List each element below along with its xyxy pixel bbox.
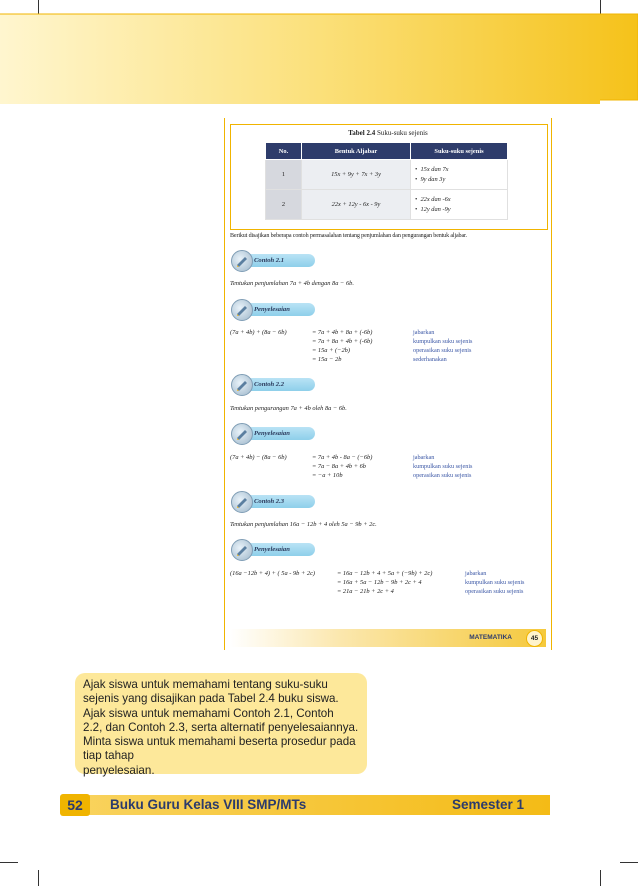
col-header-no: No. bbox=[266, 143, 302, 160]
solution-step: = 16a + 5a − 12b − 9b + 2c + 4 bbox=[337, 579, 422, 586]
step-note: kumpulkan suku sejenis bbox=[465, 579, 525, 586]
semester-label: Semester 1 bbox=[452, 797, 525, 812]
example-problem: Tentukan penjumlahan 7a + 4b dengan 8a − 6b. bbox=[230, 280, 354, 287]
crop-mark bbox=[600, 870, 601, 886]
cell-no: 1 bbox=[266, 160, 302, 190]
pencil-icon bbox=[231, 423, 253, 445]
step-note: sederhanakan bbox=[413, 356, 447, 363]
step-note: operasikan suku sejenis bbox=[465, 588, 524, 595]
book-title: Buku Guru Kelas VIII SMP/MTs bbox=[110, 797, 307, 812]
inner-page-footer bbox=[230, 629, 546, 647]
crop-mark bbox=[38, 870, 39, 886]
pencil-icon bbox=[231, 539, 253, 561]
like-terms-table bbox=[265, 142, 508, 220]
table-row bbox=[266, 160, 508, 190]
pencil-icon bbox=[231, 491, 253, 513]
page-number: 52 bbox=[60, 794, 90, 816]
table-title: Tabel 2.4 Suku-suku sejenis bbox=[348, 129, 428, 137]
solution-step: = 7a − 8a + 4b + 6b bbox=[312, 463, 366, 470]
col-header-expression: Bentuk Aljabar bbox=[302, 143, 411, 160]
solution-lhs: (7a + 4b) − (8a − 6b) bbox=[230, 454, 287, 461]
pencil-icon bbox=[231, 250, 253, 272]
pencil-icon bbox=[231, 374, 253, 396]
col-header-like-terms: Suku-suku sejenis bbox=[411, 143, 508, 160]
step-note: operasikan suku sejenis bbox=[413, 347, 472, 354]
solution-label: Penyelesaian bbox=[231, 422, 315, 444]
cell-like-terms: • 22x dan -6x • 12y dan -9y bbox=[411, 190, 508, 220]
step-note: kumpulkan suku sejenis bbox=[413, 338, 473, 345]
pencil-icon bbox=[231, 299, 253, 321]
step-note: jabarkan bbox=[413, 329, 435, 336]
crop-mark bbox=[0, 862, 18, 863]
solution-step: = 16a − 12b + 4 + 5a + (−9b) + 2c) bbox=[337, 570, 433, 577]
cell-no: 2 bbox=[266, 190, 302, 220]
solution-step: = −a + 10b bbox=[312, 472, 343, 479]
example-label-2-3: Contoh 2.3 bbox=[231, 490, 315, 512]
solution-step: = 7a + 4b + 8a + (-6b) bbox=[312, 329, 373, 336]
intro-text: Berikut disajikan beberapa contoh permasalahan tentang penjumlahan dan pengurangan bentuk aljabar. bbox=[230, 233, 467, 239]
solution-step: = 21a − 21b + 2c + 4 bbox=[337, 588, 394, 595]
solution-step: = 15a − 2b bbox=[312, 356, 342, 363]
example-label-2-2: Contoh 2.2 bbox=[231, 373, 315, 395]
teacher-note-text: Ajak siswa untuk memahami tentang suku-suku sejenis yang disajikan pada Tabel 2.4 buku siswa. Ajak siswa untuk memahami Contoh 2.1, Contoh 2.2, dan Contoh 2.3, serta alternatif penyelesaiannya. Minta siswa untuk memahami beserta prosedur pada tiap tahap penyelesaian. bbox=[83, 678, 359, 777]
solution-lhs: (16a −12b + 4) + ( 5a - 9b + 2c) bbox=[230, 570, 316, 577]
solution-step: = 7a + 8a + 4b + (-6b) bbox=[312, 338, 373, 345]
cell-expression: 15x + 9y + 7x + 3y bbox=[302, 160, 411, 190]
table-row bbox=[266, 190, 508, 220]
cell-like-terms: • 15x dan 7x • 9y dan 3y bbox=[411, 160, 508, 190]
header-band bbox=[0, 0, 638, 120]
solution-label: Penyelesaian bbox=[231, 298, 315, 320]
inner-page-number: 45 bbox=[526, 630, 543, 647]
table-header-row bbox=[266, 143, 508, 160]
solution-step: = 7a + 4b - 8a − (−6b) bbox=[312, 454, 373, 461]
crop-mark bbox=[620, 862, 638, 863]
example-label-2-1: Contoh 2.1 bbox=[231, 249, 315, 271]
cell-expression: 22x + 12y - 6x - 9y bbox=[302, 190, 411, 220]
step-note: operasikan suku sejenis bbox=[413, 472, 472, 479]
step-note: kumpulkan suku sejenis bbox=[413, 463, 473, 470]
solution-step: = 15a + (−2b) bbox=[312, 347, 350, 354]
example-problem: Tentukan pengurangan 7a + 4b oleh 8a − 6b. bbox=[230, 405, 347, 412]
example-problem: Tentukan penjumlahan 16a − 12b + 4 oleh 5a − 9b + 2c. bbox=[230, 521, 377, 528]
step-note: jabarkan bbox=[413, 454, 435, 461]
subject-label: MATEMATIKA bbox=[469, 634, 512, 641]
solution-label: Penyelesaian bbox=[231, 538, 315, 560]
step-note: jabarkan bbox=[465, 570, 487, 577]
solution-lhs: (7a + 4b) + (8a − 6b) bbox=[230, 329, 287, 336]
